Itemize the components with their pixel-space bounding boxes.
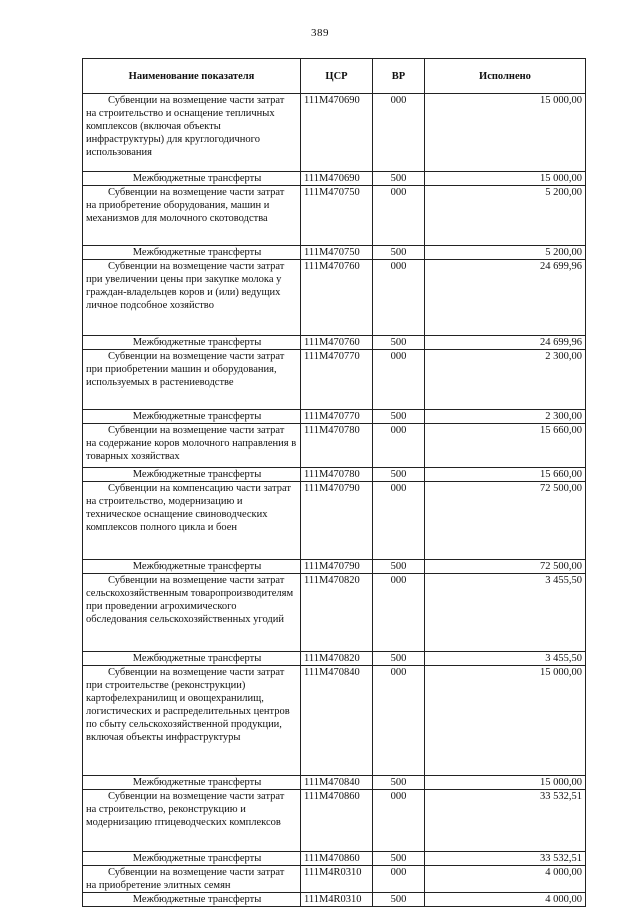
table-row bbox=[83, 866, 586, 893]
row-csr: 111M470770 bbox=[301, 350, 373, 410]
row-csr: 111M470790 bbox=[301, 560, 373, 574]
row-executed: 72 500,00 bbox=[425, 560, 586, 574]
row-name: Межбюджетные трансферты bbox=[83, 172, 301, 186]
row-name: Межбюджетные трансферты bbox=[83, 776, 301, 790]
row-executed: 33 532,51 bbox=[425, 790, 586, 852]
budget-table bbox=[82, 58, 586, 907]
row-vr: 500 bbox=[373, 246, 425, 260]
row-csr: 111M470860 bbox=[301, 790, 373, 852]
table-row bbox=[83, 260, 586, 336]
row-csr: 111M470780 bbox=[301, 468, 373, 482]
row-vr: 000 bbox=[373, 424, 425, 468]
row-vr: 000 bbox=[373, 866, 425, 893]
row-name: Субвенции на возмещение части затрат при приобретении машин и оборудования, используемых в растениеводстве bbox=[83, 350, 301, 410]
table-row bbox=[83, 410, 586, 424]
row-executed: 15 000,00 bbox=[425, 776, 586, 790]
row-vr: 000 bbox=[373, 790, 425, 852]
table-row bbox=[83, 424, 586, 468]
row-csr: 111M470860 bbox=[301, 852, 373, 866]
table-row bbox=[83, 776, 586, 790]
row-csr: 111M4R0310 bbox=[301, 893, 373, 907]
row-csr: 111M4R0310 bbox=[301, 866, 373, 893]
row-vr: 500 bbox=[373, 336, 425, 350]
row-name: Субвенции на возмещение части затрат на приобретение элитных семян bbox=[83, 866, 301, 893]
row-vr: 500 bbox=[373, 468, 425, 482]
row-name: Субвенции на возмещение части затрат на строительство, реконструкцию и модернизацию птицеводческих комплексов bbox=[83, 790, 301, 852]
row-csr: 111M470840 bbox=[301, 776, 373, 790]
row-executed: 15 000,00 bbox=[425, 94, 586, 172]
header-executed: Исполнено bbox=[425, 59, 586, 94]
row-csr: 111M470770 bbox=[301, 410, 373, 424]
row-csr: 111M470820 bbox=[301, 652, 373, 666]
row-name: Межбюджетные трансферты bbox=[83, 893, 301, 907]
row-csr: 111M470790 bbox=[301, 482, 373, 560]
table-row bbox=[83, 336, 586, 350]
row-vr: 500 bbox=[373, 852, 425, 866]
row-vr: 500 bbox=[373, 410, 425, 424]
table-body bbox=[83, 94, 586, 907]
table-row bbox=[83, 652, 586, 666]
row-executed: 4 000,00 bbox=[425, 866, 586, 893]
row-name: Субвенции на возмещение части затрат на строительство и оснащение тепличных комплексов (включая объекты инфраструктуры) для круглогодичного использования bbox=[83, 94, 301, 172]
row-name: Субвенции на возмещение части затрат сельскохозяйственным товаропроизводителям при проведении агрохимического обследования сельскохозяйственных угодий bbox=[83, 574, 301, 652]
row-name: Субвенции на возмещение части затрат при строительстве (реконструкции) картофелехранилищ и овощехранилищ, логистических и распределительных центров по сбыту сельскохозяйственной продукции, включая объекты инфраструктуры bbox=[83, 666, 301, 776]
row-name: Субвенции на компенсацию части затрат на строительство, модернизацию и техническое оснащение свиноводческих комплексов полного цикла и боен bbox=[83, 482, 301, 560]
table-row bbox=[83, 482, 586, 560]
row-executed: 15 660,00 bbox=[425, 424, 586, 468]
row-csr: 111M470760 bbox=[301, 336, 373, 350]
row-vr: 500 bbox=[373, 652, 425, 666]
row-csr: 111M470820 bbox=[301, 574, 373, 652]
table-row bbox=[83, 246, 586, 260]
row-csr: 111M470690 bbox=[301, 172, 373, 186]
header-name: Наименование показателя bbox=[83, 59, 301, 94]
row-executed: 24 699,96 bbox=[425, 260, 586, 336]
row-csr: 111M470750 bbox=[301, 246, 373, 260]
row-vr: 000 bbox=[373, 666, 425, 776]
header-csr: ЦСР bbox=[301, 59, 373, 94]
row-name: Межбюджетные трансферты bbox=[83, 468, 301, 482]
row-name: Субвенции на возмещение части затрат на приобретение оборудования, машин и механизмов для молочного скотоводства bbox=[83, 186, 301, 246]
row-csr: 111M470780 bbox=[301, 424, 373, 468]
row-csr: 111M470690 bbox=[301, 94, 373, 172]
row-executed: 2 300,00 bbox=[425, 410, 586, 424]
row-vr: 000 bbox=[373, 482, 425, 560]
row-vr: 500 bbox=[373, 172, 425, 186]
table-row bbox=[83, 468, 586, 482]
row-executed: 2 300,00 bbox=[425, 350, 586, 410]
table-row bbox=[83, 560, 586, 574]
row-vr: 000 bbox=[373, 260, 425, 336]
row-vr: 000 bbox=[373, 350, 425, 410]
header-vr: ВР bbox=[373, 59, 425, 94]
page-number: 389 bbox=[311, 27, 329, 39]
row-name: Межбюджетные трансферты bbox=[83, 336, 301, 350]
row-executed: 15 660,00 bbox=[425, 468, 586, 482]
table-row bbox=[83, 172, 586, 186]
row-csr: 111M470840 bbox=[301, 666, 373, 776]
table-row bbox=[83, 350, 586, 410]
table-row bbox=[83, 186, 586, 246]
row-name: Межбюджетные трансферты bbox=[83, 852, 301, 866]
table-row bbox=[83, 893, 586, 907]
row-executed: 15 000,00 bbox=[425, 666, 586, 776]
row-executed: 5 200,00 bbox=[425, 246, 586, 260]
row-executed: 72 500,00 bbox=[425, 482, 586, 560]
row-vr: 500 bbox=[373, 893, 425, 907]
row-executed: 24 699,96 bbox=[425, 336, 586, 350]
table-row bbox=[83, 94, 586, 172]
table-row bbox=[83, 790, 586, 852]
row-executed: 15 000,00 bbox=[425, 172, 586, 186]
row-vr: 000 bbox=[373, 574, 425, 652]
row-executed: 3 455,50 bbox=[425, 574, 586, 652]
row-name: Субвенции на возмещение части затрат на содержание коров молочного направления в товарных хозяйствах bbox=[83, 424, 301, 468]
row-vr: 000 bbox=[373, 94, 425, 172]
table-row bbox=[83, 574, 586, 652]
row-vr: 500 bbox=[373, 560, 425, 574]
row-executed: 33 532,51 bbox=[425, 852, 586, 866]
row-name: Субвенции на возмещение части затрат при увеличении цены при закупке молока у граждан-владельцев коров и (или) ведущих личное подсобное хозяйство bbox=[83, 260, 301, 336]
row-name: Межбюджетные трансферты bbox=[83, 246, 301, 260]
row-executed: 5 200,00 bbox=[425, 186, 586, 246]
row-name: Межбюджетные трансферты bbox=[83, 560, 301, 574]
table-header-row bbox=[83, 59, 586, 94]
row-name: Межбюджетные трансферты bbox=[83, 652, 301, 666]
table-row bbox=[83, 852, 586, 866]
row-csr: 111M470750 bbox=[301, 186, 373, 246]
row-vr: 000 bbox=[373, 186, 425, 246]
row-csr: 111M470760 bbox=[301, 260, 373, 336]
row-executed: 4 000,00 bbox=[425, 893, 586, 907]
row-vr: 500 bbox=[373, 776, 425, 790]
table-row bbox=[83, 666, 586, 776]
row-name: Межбюджетные трансферты bbox=[83, 410, 301, 424]
row-executed: 3 455,50 bbox=[425, 652, 586, 666]
